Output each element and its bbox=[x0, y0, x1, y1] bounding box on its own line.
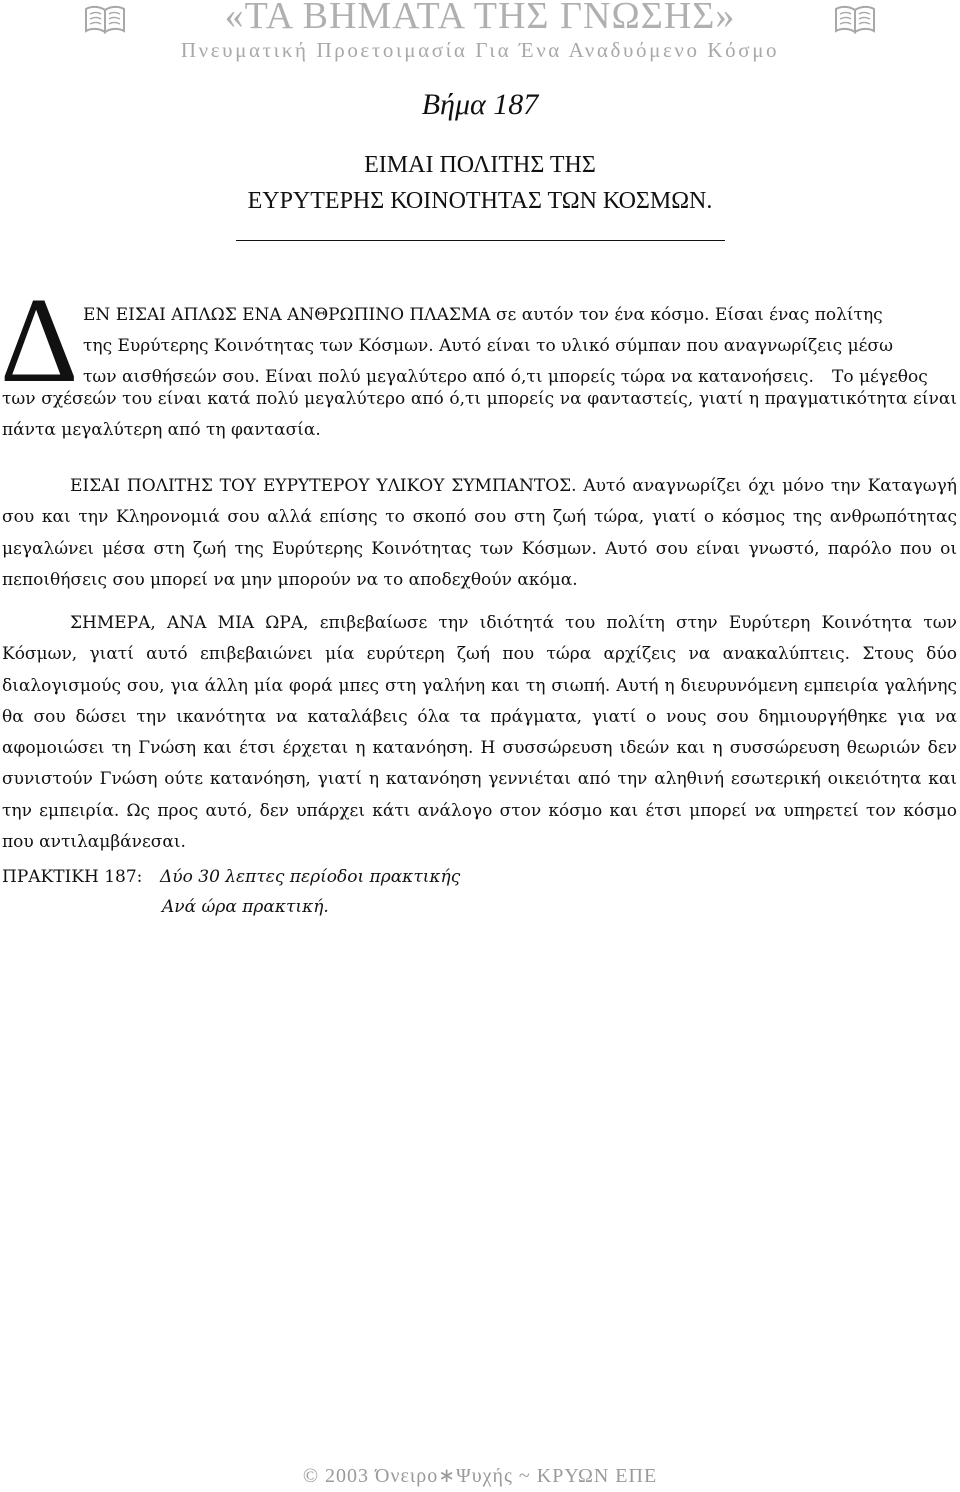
practice-item-1: Δύο 30 λεπτες περίοδοι πρακτικής bbox=[160, 867, 461, 887]
open-book-icon bbox=[834, 4, 876, 34]
paragraph-1-line-2: της Ευρύτερης Κοινότητας των Κόσμων. Αυτό είναι το υλικό σύμπαν που αναγνωρίζεις μέσω bbox=[83, 336, 893, 356]
paragraph-3: ΣΗΜΕΡΑ, ΑΝΑ ΜΙΑ ΩΡΑ, επιβεβαίωσε την ιδιότητά του πολίτη στην Ευρύτερη Κοινότητα των Κόσμων, γιατί αυτό επιβεβαιώνει μία ευρύτερη ζωή που τώρα αρχίζεις να ανακαλύπτεις. Στους δύο διαλογισμούς σου, για άλλη μία φορά μπες στη γαλήνη και τη σιωπή. Αυτή η διευρυνόμενη εμπειρία γαλήνης θα σου δώσει την ικανότητα να καταλάβεις όλα τα πράγματα, γιατί ο νους σου δημιουργήθηκε για να αφομοιώσει τη Γνώση και έτσι έρχεται η κατανόηση. Η συσσώρευση ιδεών και η συσσώρευση θεωριών δεν συνιστούν Γνώση ούτε κατανόηση, γιατί η κατανόηση γεννιέται από την αληθινή εσωτερική οικειότητα και την εμπειρία. Ως προς αυτό, δεν υπάρχει κάτι ανάλογο στον κόσμο και έτσι μπορεί να υπηρετεί τον κόσμο που αντιλαμβάνεσαι. bbox=[2, 613, 957, 853]
paragraph-1-line-3: των αισθήσεών σου. Είναι πολύ μεγαλύτερο από ό,τι μπορείς τώρα να κατανοήσεις. bbox=[83, 367, 814, 387]
step-title: Βήμα 187 bbox=[421, 88, 539, 121]
practice-item-2: Ανά ώρα πρακτική. bbox=[162, 897, 329, 917]
paragraph-1-line-3-tail: Το μέγεθος bbox=[832, 367, 928, 387]
paragraph-1-line-1: ΕΝ ΕΙΣΑΙ ΑΠΛΩΣ ΕΝΑ ΑΝΘΡΩΠΙΝΟ ΠΛΑΣΜΑ σε αυτόν τον ένα κόσμο. Είσαι ένας πολίτης bbox=[83, 305, 883, 325]
page-footer: © 2003 Όνειρο∗Ψυχής ~ ΚΡΥΩΝ ΕΠΕ bbox=[302, 1465, 658, 1487]
step-heading-line-1: ΕΙΜΑΙ ΠΟΛΙΤΗΣ ΤΗΣ bbox=[364, 152, 596, 178]
paragraph-1-rest: των σχέσεών του είναι κατά πολύ μεγαλύτερο από ό,τι μπορείς να φανταστείς, γιατί η πραγματικότητα είναι πάντα μεγαλύτερη από τη φαντασία. bbox=[2, 389, 957, 441]
header-subtitle: Πνευματική Προετοιμασία Για Ένα Αναδυόμενο Κόσμο bbox=[180, 38, 780, 62]
step-heading-line-2: ΕΥΡΥΤΕΡΗΣ ΚΟΙΝΟΤΗΤΑΣ ΤΩΝ ΚΟΣΜΩΝ. bbox=[247, 188, 713, 214]
drop-cap: Δ bbox=[0, 273, 79, 408]
heading-divider bbox=[236, 240, 725, 241]
header-title: «ΤΑ ΒΗΜΑΤΑ ΤΗΣ ΓΝΩΣΗΣ» bbox=[224, 0, 736, 37]
paragraph-2: ΕΙΣΑΙ ΠΟΛΙΤΗΣ ΤΟΥ ΕΥΡΥΤΕΡΟΥ ΥΛΙΚΟΥ ΣΥΜΠΑΝΤΟΣ. Αυτό αναγνωρίζει όχι μόνο την Καταγωγή σου και την Κληρονομιά σου αλλά επίσης το σκοπό σου στη ζωή τώρα, γιατί ο κόσμος της ανθρωπότητας μεγαλώνει μέσα στη ζωή της Ευρύτερης Κοινότητας των Κόσμων. Αυτό σου είναι γνωστό, παρόλο που οι πεποιθήσεις σου μπορεί να μην μπορούν να το αποδεχθούν ακόμα. bbox=[2, 476, 957, 590]
page-header bbox=[0, 0, 960, 70]
practice-label: ΠΡΑΚΤΙΚΗ 187: bbox=[2, 867, 143, 887]
